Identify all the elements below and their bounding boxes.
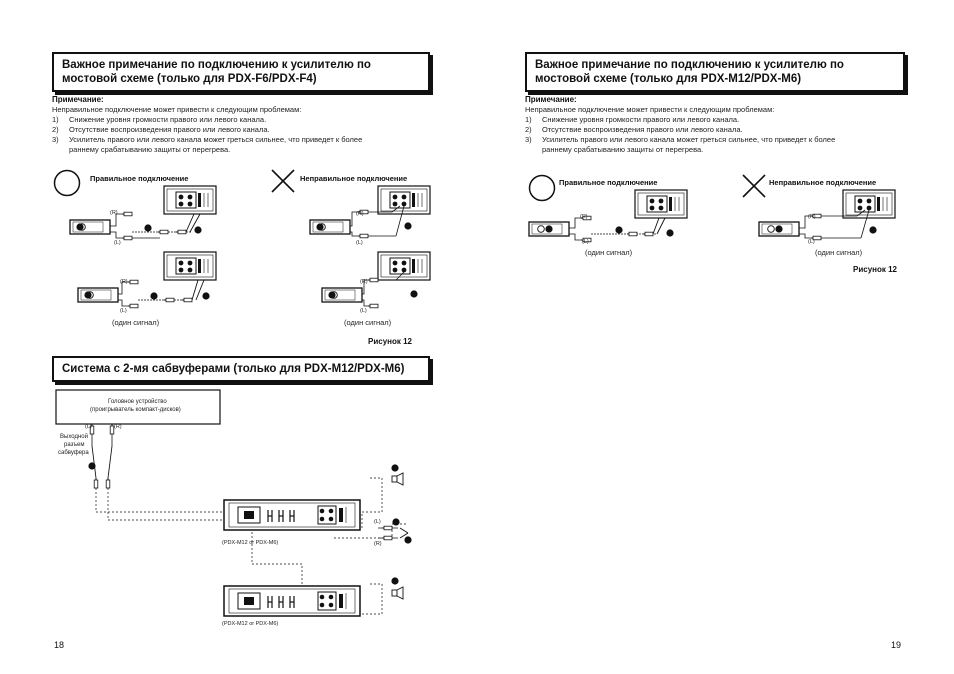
head-unit-label: Головное устройство: [108, 399, 167, 405]
note-heading: Примечание:: [525, 95, 577, 104]
l-label: (L): [114, 240, 121, 246]
note-intro: Неправильное подключение может привести к следующим проблемам:: [525, 105, 775, 114]
incorrect-cross-icon: [270, 168, 296, 194]
l-label: (L): [374, 519, 381, 525]
r-label: (R): [360, 279, 368, 285]
sub-output-label: сабвуфера: [58, 450, 89, 456]
figure-caption: Рисунок 12: [853, 265, 897, 274]
note-item: 1) Снижение уровня громкости правого или левого канала.: [525, 115, 740, 124]
correct-wiring-diagram: [60, 182, 230, 332]
page-number: 19: [891, 640, 902, 650]
note-item: 1) Снижение уровня громкости правого или левого канала.: [52, 115, 267, 124]
amp-model-label: (PDX-M12 or PDX-M6): [222, 621, 279, 627]
single-signal-label: (один сигнал): [344, 318, 392, 327]
section-title-two-subwoofers: Система с 2-мя сабвуферами (только для PDX-M12/PDX-M6): [52, 356, 430, 382]
r-label: (R): [356, 211, 364, 217]
r-label: (R): [580, 214, 588, 220]
r-label: (R): [374, 541, 382, 547]
r-label: (R): [808, 214, 816, 220]
l-label: (L): [85, 424, 92, 430]
r-label: (R): [120, 279, 128, 285]
incorrect-wiring-diagram: [300, 182, 440, 332]
note-item: раннему срабатыванию защиты от перегрева.: [542, 145, 704, 154]
single-signal-label: (один сигнал): [585, 248, 633, 257]
page-number: 18: [54, 640, 65, 650]
note-item: раннему срабатыванию защиты от перегрева.: [69, 145, 231, 154]
l-label: (L): [356, 240, 363, 246]
note-item: 3) Усилитель правого или левого канала может греться сильнее, что приведет к более: [525, 135, 836, 144]
r-label: (R): [114, 424, 122, 430]
r-label: (R): [110, 210, 118, 216]
correct-label: Правильное подключение: [90, 174, 189, 183]
correct-label: Правильное подключение: [559, 178, 658, 187]
correct-wiring-diagram: [527, 186, 697, 246]
two-subwoofer-diagram: [52, 388, 442, 634]
sub-output-label: Выходной: [60, 434, 88, 440]
note-item: 2) Отсутствие воспроизведения правого или левого канала.: [525, 125, 743, 134]
l-label: (L): [120, 308, 127, 314]
head-unit-sublabel: (проигрыватель компакт-дисков): [90, 407, 181, 413]
single-signal-label: (один сигнал): [815, 248, 863, 257]
note-item: 3) Усилитель правого или левого канала может греться сильнее, что приведет к более: [52, 135, 363, 144]
incorrect-wiring-diagram: [757, 186, 907, 246]
section-title-bridge-m12: Важное примечание по подключению к усилителю по мостовой схеме (только для PDX-M12/PDX-M6): [525, 52, 905, 92]
right-page: [477, 0, 954, 674]
incorrect-label: Неправильное подключение: [300, 174, 408, 183]
note-item: 2) Отсутствие воспроизведения правого или левого канала.: [52, 125, 270, 134]
l-label: (L): [808, 239, 815, 245]
section-title-bridge-f6: Важное примечание по подключению к усилителю по мостовой схеме (только для PDX-F6/PDX-F4): [52, 52, 430, 92]
single-signal-label: (один сигнал): [112, 318, 160, 327]
sub-output-label: разъем: [64, 442, 85, 448]
figure-caption: Рисунок 12: [368, 337, 412, 346]
note-intro: Неправильное подключение может привести к следующим проблемам:: [52, 105, 302, 114]
note-heading: Примечание:: [52, 95, 104, 104]
l-label: (L): [582, 239, 589, 245]
amp-model-label: (PDX-M12 or PDX-M6): [222, 540, 279, 546]
incorrect-label: Неправильное подключение: [769, 178, 877, 187]
l-label: (L): [360, 308, 367, 314]
